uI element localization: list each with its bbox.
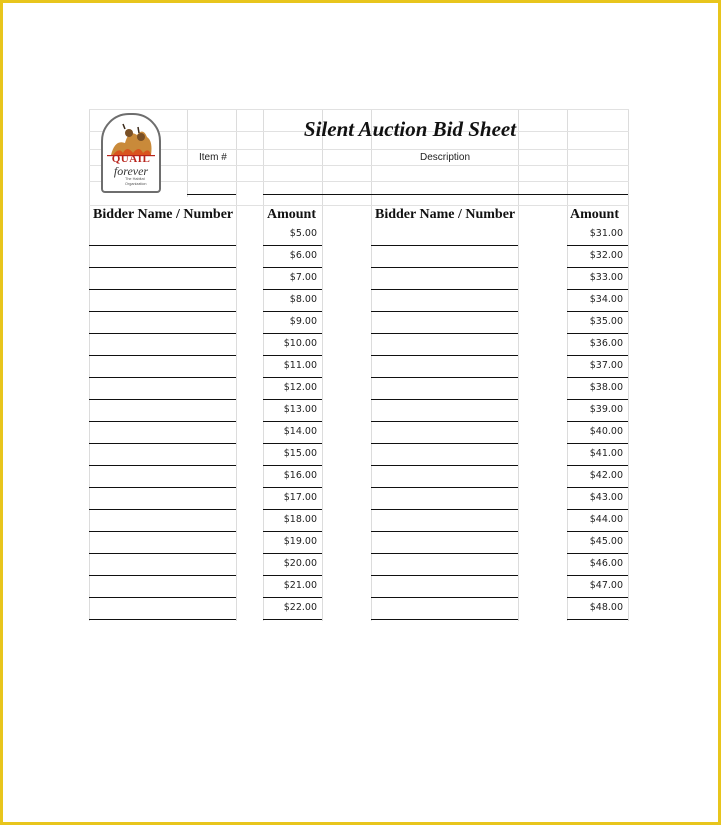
logo-brand-script: forever bbox=[113, 164, 149, 178]
right-bidder-line[interactable] bbox=[371, 245, 518, 246]
right-amount-cell: $39.00 bbox=[589, 404, 623, 415]
right-amount-line bbox=[567, 619, 628, 620]
grid-line bbox=[89, 149, 629, 150]
right-amount-cell: $42.00 bbox=[589, 470, 623, 481]
right-amount-cell: $43.00 bbox=[589, 492, 623, 503]
right-amount-cell: $48.00 bbox=[589, 602, 623, 613]
right-amount-line bbox=[567, 421, 628, 422]
left-amount-cell: $20.00 bbox=[283, 558, 317, 569]
left-amount-line bbox=[263, 509, 322, 510]
item-number-field[interactable] bbox=[187, 194, 236, 195]
left-amount-cell: $13.00 bbox=[283, 404, 317, 415]
grid-line bbox=[322, 109, 323, 621]
left-amount-line bbox=[263, 355, 322, 356]
left-amount-line bbox=[263, 619, 322, 620]
right-amount-cell: $44.00 bbox=[589, 514, 623, 525]
right-amount-cell: $45.00 bbox=[589, 536, 623, 547]
left-amount-line bbox=[263, 575, 322, 576]
right-amount-line bbox=[567, 597, 628, 598]
left-bidder-line[interactable] bbox=[89, 355, 236, 356]
grid-line bbox=[89, 109, 90, 621]
left-bidder-line[interactable] bbox=[89, 553, 236, 554]
right-bidder-line[interactable] bbox=[371, 333, 518, 334]
left-amount-cell: $21.00 bbox=[283, 580, 317, 591]
item-number-label: Item # bbox=[199, 152, 227, 163]
right-amount-line bbox=[567, 465, 628, 466]
right-amount-cell: $33.00 bbox=[589, 272, 623, 283]
right-amount-line bbox=[567, 311, 628, 312]
left-amount-cell: $14.00 bbox=[283, 426, 317, 437]
logo-tagline-2: Organization bbox=[125, 182, 147, 186]
grid-line bbox=[89, 109, 629, 110]
right-amount-line bbox=[567, 531, 628, 532]
right-amount-line bbox=[567, 289, 628, 290]
left-bidder-line[interactable] bbox=[89, 531, 236, 532]
right-amount-cell: $47.00 bbox=[589, 580, 623, 591]
left-amount-line bbox=[263, 553, 322, 554]
left-amount-line bbox=[263, 267, 322, 268]
left-bidder-line[interactable] bbox=[89, 575, 236, 576]
left-bidder-line[interactable] bbox=[89, 267, 236, 268]
grid-line bbox=[263, 109, 264, 621]
left-bidder-line[interactable] bbox=[89, 377, 236, 378]
right-amount-line bbox=[567, 355, 628, 356]
right-bidder-line[interactable] bbox=[371, 553, 518, 554]
left-amount-line bbox=[263, 245, 322, 246]
left-bidder-line[interactable] bbox=[89, 421, 236, 422]
right-amount-line bbox=[567, 333, 628, 334]
right-amount-header: Amount bbox=[570, 207, 620, 222]
left-amount-cell: $8.00 bbox=[289, 294, 317, 305]
logo-tagline-1: The Habitat bbox=[125, 177, 145, 181]
left-amount-header: Amount bbox=[267, 207, 317, 222]
left-amount-line bbox=[263, 289, 322, 290]
logo-brand-top: QUAIL bbox=[111, 153, 151, 165]
bid-sheet bbox=[89, 109, 629, 621]
left-amount-cell: $10.00 bbox=[283, 338, 317, 349]
right-bidder-line[interactable] bbox=[371, 377, 518, 378]
left-amount-line bbox=[263, 487, 322, 488]
description-field[interactable] bbox=[263, 194, 628, 195]
left-amount-cell: $5.00 bbox=[289, 228, 317, 239]
left-amount-cell: $16.00 bbox=[283, 470, 317, 481]
right-amount-line bbox=[567, 377, 628, 378]
left-amount-cell: $6.00 bbox=[289, 250, 317, 261]
sheet-title: Silent Auction Bid Sheet bbox=[303, 117, 517, 141]
right-amount-line bbox=[567, 245, 628, 246]
right-bidder-line[interactable] bbox=[371, 399, 518, 400]
left-amount-line bbox=[263, 443, 322, 444]
left-amount-line bbox=[263, 311, 322, 312]
right-amount-cell: $37.00 bbox=[589, 360, 623, 371]
left-amount-line bbox=[263, 531, 322, 532]
right-bidder-line[interactable] bbox=[371, 531, 518, 532]
left-bidder-line[interactable] bbox=[89, 443, 236, 444]
left-amount-line bbox=[263, 399, 322, 400]
grid-line bbox=[628, 109, 629, 621]
quail-forever-logo bbox=[101, 113, 161, 193]
left-amount-line bbox=[263, 597, 322, 598]
right-bidder-line[interactable] bbox=[371, 619, 518, 620]
left-amount-line bbox=[263, 465, 322, 466]
left-amount-line bbox=[263, 377, 322, 378]
left-amount-cell: $18.00 bbox=[283, 514, 317, 525]
right-amount-cell: $38.00 bbox=[589, 382, 623, 393]
left-amount-cell: $12.00 bbox=[283, 382, 317, 393]
grid-line bbox=[89, 181, 629, 182]
grid-line bbox=[187, 109, 188, 197]
right-amount-cell: $40.00 bbox=[589, 426, 623, 437]
left-amount-line bbox=[263, 421, 322, 422]
right-amount-line bbox=[567, 267, 628, 268]
grid-line bbox=[89, 165, 629, 166]
left-amount-cell: $7.00 bbox=[289, 272, 317, 283]
left-amount-cell: $9.00 bbox=[289, 316, 317, 327]
left-bidder-line[interactable] bbox=[89, 619, 236, 620]
right-amount-cell: $31.00 bbox=[589, 228, 623, 239]
right-amount-line bbox=[567, 399, 628, 400]
right-amount-line bbox=[567, 487, 628, 488]
right-bidder-line[interactable] bbox=[371, 465, 518, 466]
right-bidder-line[interactable] bbox=[371, 289, 518, 290]
left-bidder-line[interactable] bbox=[89, 465, 236, 466]
left-amount-cell: $22.00 bbox=[283, 602, 317, 613]
right-amount-cell: $41.00 bbox=[589, 448, 623, 459]
left-bidder-line[interactable] bbox=[89, 487, 236, 488]
right-amount-line bbox=[567, 443, 628, 444]
right-amount-line bbox=[567, 553, 628, 554]
right-amount-cell: $36.00 bbox=[589, 338, 623, 349]
right-amount-cell: $46.00 bbox=[589, 558, 623, 569]
grid-line bbox=[89, 205, 629, 206]
left-amount-line bbox=[263, 333, 322, 334]
right-bidder-line[interactable] bbox=[371, 421, 518, 422]
right-amount-cell: $34.00 bbox=[589, 294, 623, 305]
left-bidder-line[interactable] bbox=[89, 333, 236, 334]
grid-line bbox=[567, 109, 568, 621]
right-bidder-line[interactable] bbox=[371, 597, 518, 598]
right-bidder-line[interactable] bbox=[371, 355, 518, 356]
left-amount-cell: $15.00 bbox=[283, 448, 317, 459]
right-amount-cell: $35.00 bbox=[589, 316, 623, 327]
right-bidder-header: Bidder Name / Number bbox=[375, 207, 516, 222]
left-bidder-line[interactable] bbox=[89, 289, 236, 290]
left-bidder-header: Bidder Name / Number bbox=[93, 207, 234, 222]
right-bidder-line[interactable] bbox=[371, 311, 518, 312]
left-bidder-line[interactable] bbox=[89, 311, 236, 312]
grid-line bbox=[236, 109, 237, 621]
left-bidder-line[interactable] bbox=[89, 509, 236, 510]
grid-line bbox=[371, 109, 372, 621]
right-bidder-line[interactable] bbox=[371, 487, 518, 488]
left-bidder-line[interactable] bbox=[89, 597, 236, 598]
left-bidder-line[interactable] bbox=[89, 245, 236, 246]
left-amount-cell: $17.00 bbox=[283, 492, 317, 503]
right-bidder-line[interactable] bbox=[371, 575, 518, 576]
right-amount-line bbox=[567, 509, 628, 510]
description-label: Description bbox=[420, 152, 471, 163]
left-amount-cell: $11.00 bbox=[283, 360, 317, 371]
right-amount-cell: $32.00 bbox=[589, 250, 623, 261]
left-amount-cell: $19.00 bbox=[283, 536, 317, 547]
right-bidder-line[interactable] bbox=[371, 443, 518, 444]
left-bidder-line[interactable] bbox=[89, 399, 236, 400]
right-bidder-line[interactable] bbox=[371, 267, 518, 268]
right-amount-line bbox=[567, 575, 628, 576]
right-bidder-line[interactable] bbox=[371, 509, 518, 510]
grid-line bbox=[518, 109, 519, 621]
